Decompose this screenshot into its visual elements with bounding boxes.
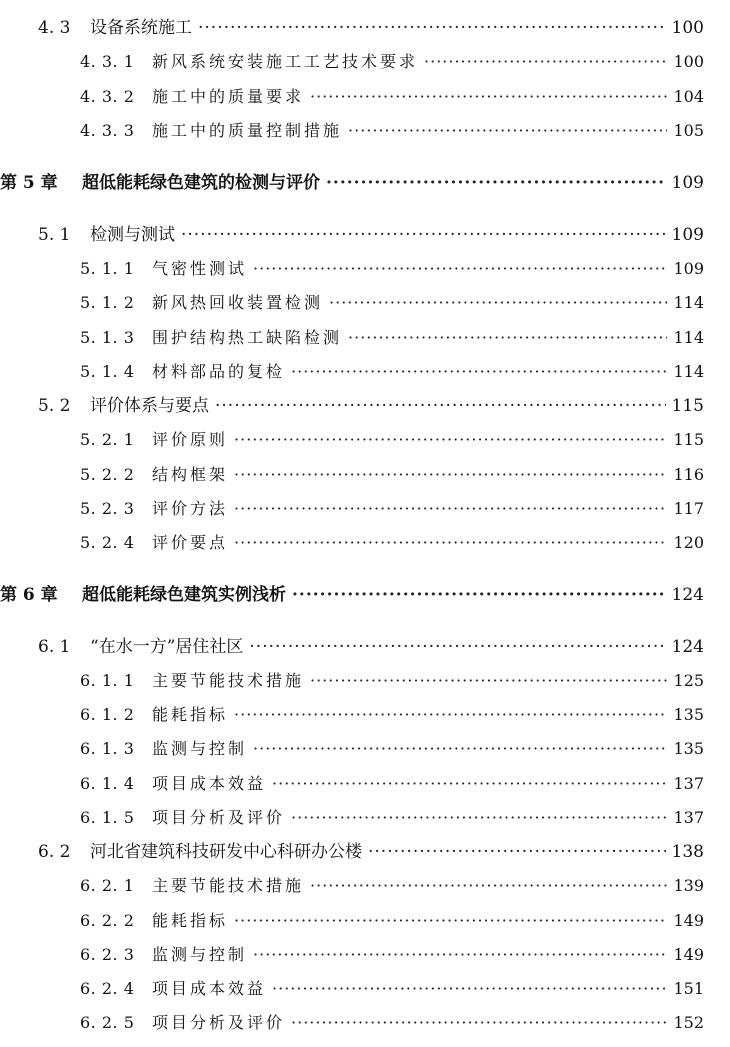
dot-leader	[291, 364, 667, 380]
dot-leader	[310, 673, 667, 689]
entry-title: 河北省建筑科技研发中心科研办公楼	[90, 842, 362, 862]
entry-title: 评价要点	[152, 533, 229, 552]
dot-leader	[291, 1015, 667, 1031]
dot-leader	[348, 330, 667, 346]
entry-number: 6. 1. 2	[80, 705, 135, 724]
toc-entry-5-1-2	[0, 295, 730, 311]
toc-entry-4-3-2	[0, 89, 730, 105]
toc-entry-4-3-3	[0, 123, 730, 139]
entry-page: 115	[673, 430, 704, 449]
toc-entry-6-1-1	[0, 673, 730, 689]
dot-leader	[253, 741, 667, 757]
entry-page: 120	[673, 533, 704, 552]
dot-leader	[272, 776, 667, 792]
entry-number: 6. 2	[38, 842, 71, 862]
toc-entry-5-2-2	[0, 467, 730, 483]
toc-entry-6-1-3	[0, 741, 730, 757]
toc-entry-6-2-3	[0, 947, 730, 963]
entry-page: 116	[673, 465, 704, 484]
entry-page: 114	[673, 328, 704, 347]
entry-title: 能耗指标	[152, 705, 229, 724]
entry-title: 监测与控制	[152, 739, 248, 758]
entry-title: 监测与控制	[152, 945, 248, 964]
entry-page: 135	[673, 739, 704, 758]
dot-leader	[424, 54, 667, 70]
toc-entry-5-2	[0, 398, 730, 415]
entry-title: 项目分析及评价	[152, 808, 286, 827]
dot-leader	[368, 844, 666, 861]
entry-number: 5. 1. 1	[80, 259, 135, 278]
entry-page: 152	[673, 1013, 704, 1032]
entry-page: 124	[671, 637, 704, 657]
entry-page: 100	[671, 18, 704, 38]
toc-entry-6-2-1	[0, 878, 730, 894]
entry-page: 109	[671, 173, 704, 193]
entry-number: 4. 3. 1	[80, 52, 135, 71]
entry-title: 评价体系与要点	[90, 396, 209, 416]
entry-title: 项目分析及评价	[152, 1013, 286, 1032]
entry-page: 114	[673, 293, 704, 312]
entry-title: 项目成本效益	[152, 979, 267, 998]
dot-leader	[234, 432, 667, 448]
chapter-title: 超低能耗绿色建筑实例浅析	[82, 585, 286, 605]
toc-entry-5-1-1	[0, 261, 730, 277]
toc-entry-5-1-3	[0, 330, 730, 346]
toc-entry-6-1-4	[0, 776, 730, 792]
entry-number: 5. 1. 4	[80, 362, 135, 381]
dot-leader	[234, 501, 667, 517]
dot-leader	[326, 175, 666, 192]
entry-number: 6. 2. 1	[80, 876, 135, 895]
entry-number: 5. 2. 2	[80, 465, 135, 484]
entry-page: 104	[673, 87, 704, 106]
entry-page: 138	[671, 842, 704, 862]
entry-page: 117	[673, 499, 704, 518]
entry-page: 114	[673, 362, 704, 381]
dot-leader	[198, 20, 666, 37]
entry-page: 137	[673, 774, 704, 793]
dot-leader	[234, 467, 667, 483]
entry-title: 施工中的质量要求	[152, 87, 305, 106]
entry-number: 6. 1. 3	[80, 739, 135, 758]
entry-page: 115	[671, 396, 704, 416]
entry-number: 5. 1. 2	[80, 293, 135, 312]
entry-page: 100	[673, 52, 704, 71]
entry-number: 6. 1. 1	[80, 671, 135, 690]
dot-leader	[249, 639, 665, 656]
entry-title: 气密性测试	[152, 259, 248, 278]
entry-number: 5. 1	[38, 225, 71, 245]
entry-page: 139	[673, 876, 704, 895]
entry-number: 6. 2. 3	[80, 945, 135, 964]
dot-leader	[292, 587, 666, 604]
entry-page: 151	[673, 979, 704, 998]
chapter-number: 第 5 章	[0, 173, 58, 193]
entry-number: 6. 1. 4	[80, 774, 135, 793]
entry-page: 137	[673, 808, 704, 827]
dot-leader	[181, 227, 666, 244]
entry-title: “在水一方”居住社区	[90, 637, 244, 657]
chapter-number: 第 6 章	[0, 585, 58, 605]
toc-entry-5-1-4	[0, 364, 730, 380]
entry-number: 4. 3. 3	[80, 121, 135, 140]
toc-entry-6-2-4	[0, 981, 730, 997]
dot-leader	[234, 707, 667, 723]
entry-number: 6. 1	[38, 637, 71, 657]
entry-number: 4. 3. 2	[80, 87, 135, 106]
toc-entry-4-3-1	[0, 54, 730, 70]
dot-leader	[310, 89, 667, 105]
toc-entry-4-3	[0, 20, 730, 37]
entry-title: 主要节能技术措施	[152, 876, 305, 895]
entry-page: 149	[673, 911, 704, 930]
entry-title: 检测与测试	[90, 225, 175, 245]
toc-entry-6-2	[0, 844, 730, 861]
entry-title: 新风系统安装施工工艺技术要求	[152, 52, 419, 71]
entry-title: 评价方法	[152, 499, 229, 518]
toc-entry-5-2-3	[0, 501, 730, 517]
toc-entry-6-1-5	[0, 810, 730, 826]
entry-number: 6. 2. 4	[80, 979, 135, 998]
entry-title: 主要节能技术措施	[152, 671, 305, 690]
entry-number: 5. 2. 3	[80, 499, 135, 518]
dot-leader	[329, 295, 667, 311]
toc-entry-5-1	[0, 227, 730, 244]
dot-leader	[348, 123, 667, 139]
entry-page: 109	[671, 225, 704, 245]
entry-number: 5. 2	[38, 396, 71, 416]
entry-title: 设备系统施工	[90, 18, 192, 38]
dot-leader	[272, 981, 667, 997]
entry-title: 评价原则	[152, 430, 229, 449]
entry-page: 124	[671, 585, 704, 605]
dot-leader	[291, 810, 667, 826]
entry-number: 6. 2. 2	[80, 911, 135, 930]
toc-entry-6-2-5	[0, 1015, 730, 1031]
entry-number: 4. 3	[38, 18, 71, 38]
entry-title: 能耗指标	[152, 911, 229, 930]
toc-chapter-6	[0, 587, 730, 604]
entry-page: 125	[673, 671, 704, 690]
entry-page: 149	[673, 945, 704, 964]
entry-title: 新风热回收装置检测	[152, 293, 324, 312]
entry-title: 结构框架	[152, 465, 229, 484]
entry-page: 135	[673, 705, 704, 724]
dot-leader	[234, 913, 667, 929]
entry-number: 5. 2. 4	[80, 533, 135, 552]
dot-leader	[253, 947, 667, 963]
entry-number: 6. 1. 5	[80, 808, 135, 827]
entry-title: 围护结构热工缺陷检测	[152, 328, 343, 347]
toc-entry-6-1-2	[0, 707, 730, 723]
chapter-title: 超低能耗绿色建筑的检测与评价	[82, 173, 320, 193]
dot-leader	[310, 878, 667, 894]
dot-leader	[253, 261, 667, 277]
entry-page: 105	[673, 121, 704, 140]
entry-title: 施工中的质量控制措施	[152, 121, 343, 140]
toc-chapter-5	[0, 175, 730, 192]
dot-leader	[215, 398, 666, 415]
dot-leader	[234, 535, 667, 551]
toc-entry-5-2-4	[0, 535, 730, 551]
entry-number: 5. 1. 3	[80, 328, 135, 347]
entry-title: 项目成本效益	[152, 774, 267, 793]
entry-title: 材料部品的复检	[152, 362, 286, 381]
toc-entry-6-2-2	[0, 913, 730, 929]
entry-page: 109	[673, 259, 704, 278]
entry-number: 5. 2. 1	[80, 430, 135, 449]
entry-number: 6. 2. 5	[80, 1013, 135, 1032]
toc-entry-6-1	[0, 639, 730, 656]
toc-entry-5-2-1	[0, 432, 730, 448]
